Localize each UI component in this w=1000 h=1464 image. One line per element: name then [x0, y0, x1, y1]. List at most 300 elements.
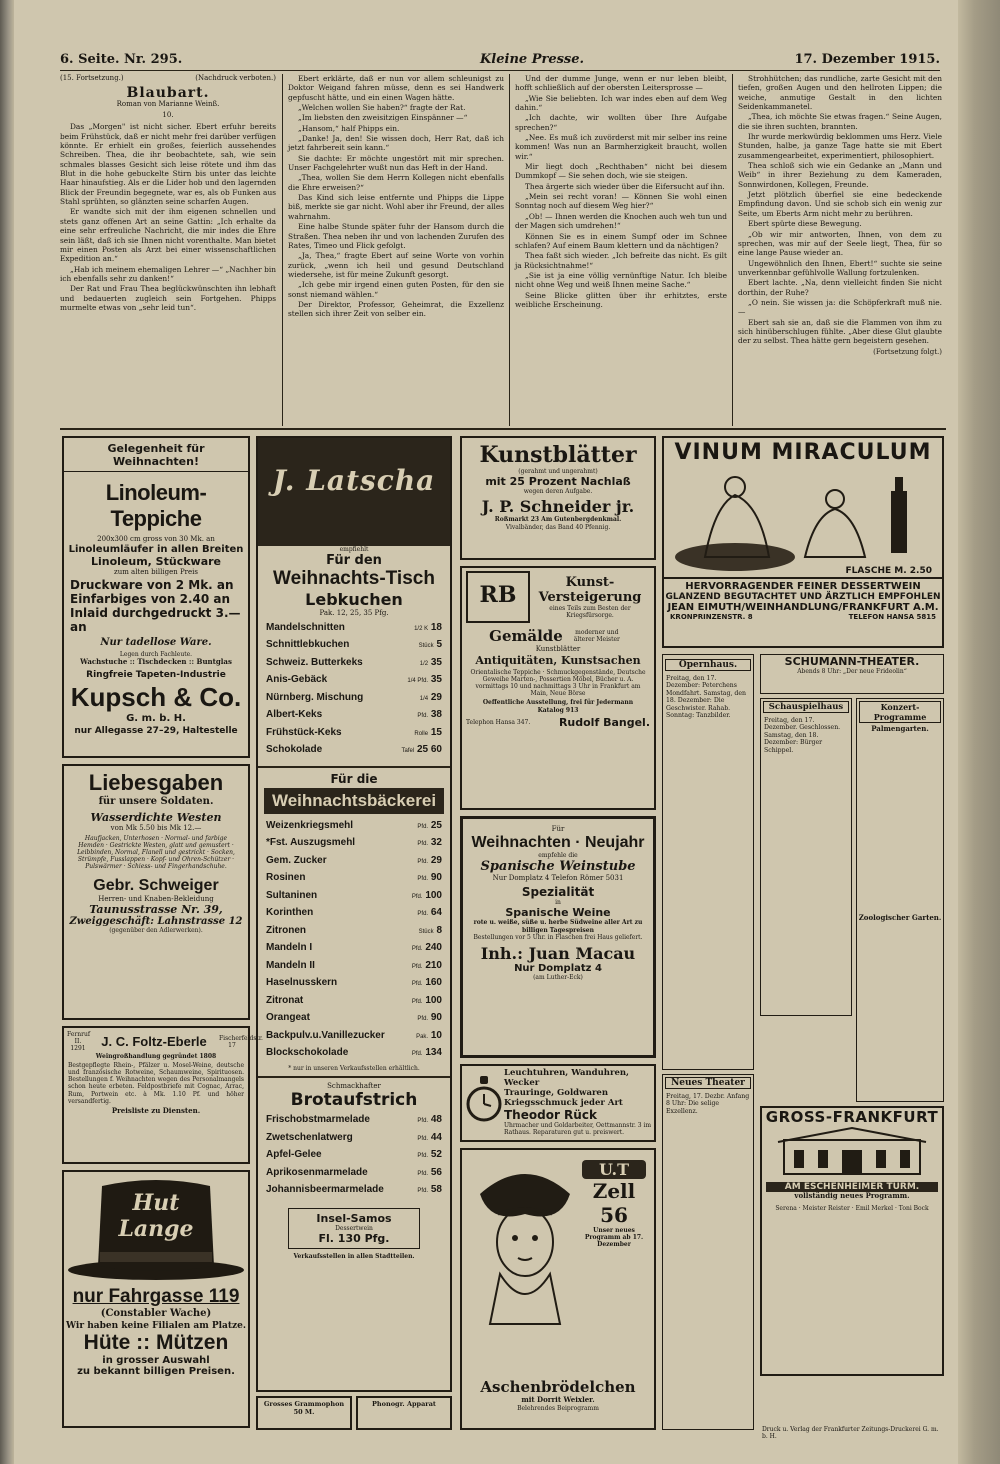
item-price: Pfd. 56 [417, 1166, 442, 1178]
ad-schauspielhaus [760, 698, 852, 1016]
ad-macau [460, 816, 656, 1058]
copyright-note: (Nachdruck verboten.) [195, 74, 276, 82]
ad-fuer: Für den [326, 553, 382, 569]
item-price: Pfd. 44 [417, 1131, 442, 1143]
ad-line: JEAN EIMUTH/WEINHANDLUNG/FRANKFURT A.M. [667, 602, 939, 613]
item-price: 1/4 Pfd. 35 [407, 674, 442, 686]
item-name: Schokolade [266, 744, 323, 756]
column-3 [515, 74, 727, 424]
ut-logo: U.T [582, 1160, 646, 1179]
ad-gmbh: G. m. b. H. [126, 712, 186, 724]
item-unit: Pfd. [417, 1188, 429, 1195]
ad-wine-box [288, 1208, 420, 1249]
ad-corner: (am Luther-Eck) [533, 974, 583, 982]
ad-line: Trauringe, Goldwaren [504, 1088, 609, 1098]
item-unit: Pfd. [417, 1153, 429, 1160]
to-be-continued: (Fortsetzung folgt.) [873, 347, 942, 356]
paragraph: „Welchen wollen Sie haben?“ fragte der Rat. [298, 103, 466, 113]
paragraph: „Ja, Thea,“ fragte Ebert auf seine Worte von vorhin zurück, „wenn ich heil und gesund Deutschland wiedersehe, ist für meine Zukunft gesorgt. [288, 251, 504, 279]
item-price: Stück 5 [418, 639, 442, 651]
ad-zell: Zell [592, 1179, 636, 1203]
ad-line: Linoleumläufer in allen Breiten [68, 543, 244, 555]
ad-line: Leuchtuhren, Wanduhren, Wecker [504, 1068, 630, 1088]
item-unit: 1/2 K [414, 625, 429, 632]
ad-foltz [62, 1026, 263, 1164]
ad-paren: (Constabler Wache) [100, 1308, 212, 1319]
item-name: Albert-Keks [266, 709, 323, 721]
ad-brot-sub: Schmackhafter [327, 1081, 381, 1090]
item-price: Pfd. 210 [411, 959, 442, 971]
ad-phonograph [356, 1396, 452, 1430]
item-name: Zwetschenlatwerg [266, 1131, 353, 1143]
ad-program: vollständig neues Programm. [794, 1191, 910, 1200]
price-row [262, 742, 446, 760]
item-price: Pfd. 134 [411, 1047, 442, 1059]
item-name: Aprikosenmarmelade [266, 1166, 368, 1178]
price-row [262, 1028, 446, 1046]
ad-gemaelde: Gemälde [489, 627, 563, 645]
price-row [262, 725, 446, 743]
ad-bangel [460, 566, 656, 810]
ad-title: Weihnachten · Neujahr [471, 833, 645, 851]
item-unit: Rolle [414, 730, 429, 737]
ad-address: nur Allegasse 27–29, Haltestelle [74, 725, 238, 736]
ad-company: Kupsch & Co. [70, 681, 242, 712]
item-price: Pfd. 29 [417, 854, 442, 866]
ad-lebkuchen: Lebkuchen [305, 590, 403, 610]
ad-gross-frankfurt [760, 1106, 944, 1376]
paragraph: „Ob! — Ihnen werden die Knochen auch weh tun und der Magen sich umdrehen!“ [515, 211, 727, 231]
item-name: Backpulv.u.Vanillezucker [266, 1029, 385, 1041]
ad-foot: Preisliste zu Diensten. [111, 1106, 201, 1116]
item-name: Apfel-Gelee [266, 1149, 322, 1161]
item-unit: 1/4 [419, 695, 429, 702]
paragraph: Thea ärgerte sich wieder über die Eifersucht auf ihn. [525, 181, 725, 191]
item-price: Pfd. 90 [417, 872, 442, 884]
ad-film: Aschenbrödelchen [480, 1378, 636, 1396]
ad-sub: Palmengarten. [871, 724, 929, 733]
ad-address: Taunusstrasse Nr. 39, [89, 903, 223, 917]
paragraph: Ebert sah sie an, daß sie die Flammen von ihm zu sich hinüberschlugen fühlte. „Aber diese Glut glaubte der zu selbst. Thea hätte gern begeistern gesehen. [738, 317, 942, 346]
item-unit: Pak. [416, 1033, 429, 1040]
ad-antiques: Antiquitäten, Kunstsachen [475, 653, 641, 667]
paragraph: Das „Morgen" ist nicht sicher. Ebert erfuhr bereits beim Frühstück, daß er nicht mehr frei darüber verfügen könnte. Er erhielt ein großes, feierlich aussehendes Schreiben. Thea, die ihr beobachtete, sah, wie sein schmales blasses Gesicht sich leise rötete und ihm das Blut in die hohe gebuckelte Stirn bis unter das leichte Haar hinaufstieg. Als er die Lider hob und den lagernden Blick der Freundin begegnete, war es, als ob Funken aus Stahl sprühten, so glänzten seine scharfen Augen. [60, 122, 276, 207]
item-name: Zitronen [266, 924, 306, 936]
price-row [262, 923, 446, 941]
paragraph: „Ich dachte, wir wollten über Ihre Aufgabe sprechen?“ [515, 113, 727, 132]
ad-line: HERVORRAGENDER FEINER DESSERTWEIN [664, 577, 942, 592]
ad-product: Linoleum-Teppiche [105, 480, 207, 531]
paragraph: Der Rat und Frau Thea beglückwünschten ihn lebhaft und bedauerten zugleich sein Fortgehen. Phipps murmelte etwas von „sehr leid tun“. [60, 284, 276, 312]
imprint: Druck u. Verlag der Frankfurter Zeitungs-Druckerei G. m. b. H. [762, 1426, 939, 1441]
ad-price-row: Druckware von 2 Mk. an [70, 578, 234, 592]
item-price: 1/4 29 [419, 691, 442, 703]
ad-wein: Spanische Weine [505, 906, 611, 920]
ad-line: zu bekannt billigen Preisen. [77, 1366, 235, 1377]
ad-lebkuchen-price: Pak. 12, 25, 35 Pfg. [319, 609, 389, 618]
paragraph: Ebert spürte diese Bewegung. [748, 219, 862, 229]
ad-ut [460, 1148, 656, 1430]
paragraph: Ebert erklärte, daß er nun vor allem schleunigst zu Doktor Weigand fahren müsse, denn es sei Handwerk gepfuscht hätte, und ein einen Wagen hätte. [288, 74, 504, 102]
rb-monogram-icon: RB [466, 571, 530, 623]
item-unit: Pfd. [417, 841, 429, 848]
lady-portrait-icon [470, 1154, 580, 1324]
item-price: Pfd. 160 [411, 977, 442, 989]
ad-foot: Vivalbänder, das Band 40 Pfennig. [505, 523, 611, 531]
paragraph: Thea schloß sich wie ein Gedanke an „Mann und Weib“ in ihrer Beziehung zu dem Kameraden, Sonnwirdonen, Kollegen, Freunde. [738, 161, 942, 189]
ad-reason: wegen deren Aufgabe. [523, 488, 593, 496]
paragraph: Jetzt plötzlich überfiel sie eine bedeckende Empfindung davon. Und sie schob sich ein wenig zur Seite, um Eberts Arm nicht mehr zu berühren. [738, 190, 942, 218]
item-price: Pak. 10 [416, 1029, 442, 1041]
price-row [262, 835, 446, 853]
paragraph: Sie dachte: Er möchte ungestört mit mir sprechen. Unser Fachgelehrter wußt nun das Heft in der Hand. [288, 153, 504, 173]
ad-desc: Herren- und Knaben-Bekleidung [98, 894, 214, 903]
ad-title: VINUM MIRACULUM [674, 440, 932, 465]
building-icon [764, 1126, 940, 1178]
ad-tisch: Weihnachts-Tisch [273, 568, 435, 590]
ad-name: J. P. Schneider jr. [481, 497, 635, 517]
ad-title: Konzert-Programme [859, 701, 941, 723]
column-rule [732, 74, 733, 426]
ad-kupsch [62, 436, 250, 758]
ad-sub: AM ESCHENHEIMER TURM. [766, 1182, 938, 1192]
price-row [262, 1147, 446, 1165]
paragraph: Das Kind sich leise entfernte und Phipps die Lippe biß, merkte sie gar nicht. Wohl aber ihr Freund, der alles wahrnahm. [288, 193, 504, 221]
ad-program: Unser neues Programm ab 17. Dezember [584, 1227, 644, 1249]
price-row [262, 1165, 446, 1183]
continuation-note: (15. Fortsetzung.) [60, 74, 124, 82]
section-rule [60, 428, 946, 430]
item-unit: Pfd. [417, 823, 429, 830]
ad-text: Orientalische Teppiche · Schmuckgegenstände, Deutsche Geweihe Marten-, Possertien Möbel, Bücher u. A. vormittags 10 und nachmittags 3 Uhr in Frankfurt am Main, Neue Börse [470, 668, 646, 698]
item-unit: Pfd. [417, 1170, 429, 1177]
ad-foot: Verkaufsstellen in allen Stadtteilen. [293, 1253, 415, 1261]
column-1 [60, 74, 276, 424]
ad-headline: Gelegenheit für Weihnachten! [64, 442, 248, 472]
page-edge [958, 0, 1000, 1464]
ad-catalog: Katalog 913 [537, 706, 579, 714]
price-row [262, 870, 446, 888]
ad-name: Rudolf Bangel. [558, 715, 650, 729]
ad-brot: Brotaufstrich [290, 1090, 418, 1111]
ad-acts: Serena · Meister Reister · Emil Merkel · Toni Bock [775, 1204, 929, 1212]
item-name: Schnittlebkuchen [266, 639, 350, 651]
item-name: Korinthen [266, 907, 314, 919]
price-row [262, 1182, 446, 1200]
ad-rueck [460, 1064, 656, 1142]
paragraph: Können Sie es in einem Sumpf oder im Schnee schlafen? Auf einem Baum klettern und da nächtigen? [515, 231, 727, 250]
price-row [262, 888, 446, 906]
price-row [262, 818, 446, 836]
paragraph: Er wandte sich mit der ihm eigenen schnellen und stets ganz offenen Art an seine Gattin: „Ich erhalte da eine sehr erfreuliche Nachricht, die mir indes die Ehre sein läßt, daß ich sie Ihnen nicht vorenthalte. Man bietet mir einen Posten als Arzt bei einer wissenschaftlichen Expedition an.“ [60, 207, 276, 264]
ad-wine-price: Fl. 130 Pfg. [318, 1232, 390, 1246]
paragraph: Mir liegt doch „Rechthaben“ nicht bei diesem Dummkopf — Sie sehen doch, wie sie steigen. [515, 162, 727, 181]
item-unit: Pfd. [411, 1051, 423, 1058]
item-price: Tafel 25 60 [401, 744, 442, 756]
item-name: Weizenkriegsmehl [266, 819, 354, 831]
column-rule [509, 74, 510, 426]
item-price: Pfd. 38 [417, 709, 442, 721]
ad-title: Opernhaus. [665, 659, 751, 671]
price-list [258, 1110, 450, 1202]
paragraph: „O nein. Sie wissen ja: die Schöpferkraft muß nie. — [738, 297, 942, 317]
ad-name: Theodor Rück [504, 1108, 597, 1122]
ad-text: Freitag, den 17. Dezember: Peterchens Mondfahrt. Samstag, den 18. Dezember: Die Geschwister. Rahab. Sonntag: Tanzbilder. [666, 675, 746, 720]
price-row [262, 655, 446, 673]
ad-price-row: Einfarbiges von 2.40 an [70, 592, 231, 606]
pocket-watch-icon [464, 1068, 504, 1128]
item-unit: Pfd. [417, 1135, 429, 1142]
ad-company: Gebr. Schweiger [93, 876, 219, 894]
paragraph: Ungewöhnlich den Ihnen, Ebert!“ suchte sie seine unverkennbar gefühlvolle Wallung fortzulenken. [738, 258, 942, 277]
item-unit: Pfd. [417, 876, 429, 883]
ad-laying: Legen durch Fachleute. [119, 651, 193, 658]
price-row [262, 1010, 446, 1028]
price-row [262, 958, 446, 976]
ad-title: Kunst-Versteigerung [538, 574, 642, 605]
ad-line: Linoleum, Stückware [90, 554, 222, 568]
novel-author: Roman von Marianne Weinß. [116, 99, 220, 108]
paragraph: „Nee. Es muß ich zuvörderst mit mir selber ins reine kommen! Was nun an Barmherzigkeit braucht, wollen wir.“ [515, 133, 727, 161]
price-row [262, 993, 446, 1011]
item-unit: Stück [418, 643, 434, 650]
item-unit: 1/2 [419, 660, 429, 667]
price-list [258, 618, 450, 762]
item-name: Haselnusskern [266, 977, 338, 989]
price-row [262, 905, 446, 923]
item-name: Gem. Zucker [266, 854, 327, 866]
ad-sub: für unsere Soldaten. [98, 796, 214, 807]
ad-empfiehlt: empfiehlt [339, 546, 369, 553]
item-price: Pfd. 25 [417, 819, 442, 831]
ad-price-row: Inlaid durchgedruckt 3.— an [70, 606, 241, 634]
ad-neues-theater [662, 1074, 754, 1430]
item-name: Anis-Gebäck [266, 674, 328, 686]
ad-wein-desc: rote u. weiße, süße u. herbe Südweine aller Art zu billigen Tagespreisen [473, 919, 643, 934]
item-unit: 1/4 Pfd. [407, 678, 429, 685]
ad-foot: Belehrendes Beiprogramm [517, 1404, 599, 1412]
price-row [262, 975, 446, 993]
ad-note: * nur in unseren Verkaufsstellen erhältlich. [288, 1064, 420, 1072]
ad-name: J. C. Foltz-Eberle [101, 1034, 207, 1050]
column-4 [738, 74, 942, 424]
ad-address2: Nur Domplatz 4 [514, 963, 602, 975]
ad-address: Roßmarkt 23 Am Gutenbergdenkmal. [494, 516, 622, 524]
ad-price: von Mk 5.50 bis Mk 12.— [110, 824, 202, 832]
paragraph: „Sie ist ja eine völlig vernünftige Natur. Ich bleibe nicht ohne Weg und weiß Ihnen meine Sache.“ [515, 270, 727, 290]
paragraph: „Ich gebe mir irgend einen guten Posten, für den sie sonst niemand wählen.“ [288, 280, 504, 299]
ad-text: Phonogr. Apparat [372, 1400, 436, 1408]
paragraph: „Ob wir mir antworten, Ihnen, von dem zu sprechen, was mir auf der Seele liegt, Thea, für so eine lange Pause wieder an. [738, 229, 942, 258]
paragraph: Strohhütchen; das rundliche, zarte Gesicht mit den tiefen, großen Augen und den hellroten Lippen; die weiche, anmutige Gestalt in den lichten Seidenkammanetel. [738, 74, 942, 112]
latscha-logo-box [258, 438, 450, 546]
item-name: Frühstück-Keks [266, 726, 342, 738]
item-name: Zitronat [266, 994, 304, 1006]
paragraph: „Wie Sie beliebten. Ich war indes eben auf dem Weg dahin.“ [515, 93, 727, 113]
price-list [258, 816, 450, 1065]
item-unit: Pfd. [417, 713, 429, 720]
ad-empf: empfehle die [538, 851, 578, 859]
ad-line: in grosser Auswahl [102, 1355, 210, 1366]
ad-big: Hüte :: Mützen [83, 1331, 229, 1354]
page-binding [0, 0, 14, 1464]
ad-open: Oeffentliche Ausstellung, frei für Jedermann [482, 699, 634, 707]
ad-quality: Nur tadellose Ware. [100, 637, 212, 648]
ad-address: Fischerfeldstr. 17 [219, 1034, 263, 1049]
ad-sub: Uhrmacher und Goldarbeiter, Oettmannstr. 3 im Rathaus. Reparaturen gut u. preiswert. [504, 1122, 652, 1137]
item-name: Mandeln II [266, 959, 315, 971]
ad-vinum [662, 436, 944, 648]
ad-title: Neues Theater [665, 1077, 751, 1089]
column-rule [282, 74, 283, 426]
ad-sub: eines Teils zum Besten der Kriegsfürsorge. [549, 604, 631, 619]
price-row [262, 690, 446, 708]
paragraph: Seine Blicke glitten über ihr erhitztes, erste weibliche Erscheinung. [515, 290, 727, 309]
item-name: Frischobstmarmelade [266, 1114, 370, 1126]
item-unit: Pfd. [411, 893, 423, 900]
item-unit: Pfd. [417, 858, 429, 865]
ad-discount: mit 25 Prozent Nachlaß [485, 475, 631, 489]
vinum-illustration-icon [665, 465, 941, 573]
price-row [262, 1045, 446, 1063]
paragraph: „Thea, wollen Sie dem Herrn Kollegen nicht ebenfalls die Ehre erweisen?“ [288, 173, 504, 192]
ad-phone: TELEFON HANSA 5815 [848, 613, 936, 621]
ad-text: Freitag, 17. Dezbr. Anfang 8 Uhr: Die selige Exzellenz. [666, 1093, 750, 1115]
item-name: Blockschokolade [266, 1047, 349, 1059]
ad-title: Kunstblätter [479, 442, 637, 468]
chapter-number: 10. [162, 111, 174, 120]
item-price: Pfd. 100 [411, 889, 442, 901]
ad-text: Freitag, den 17. Dezember. Geschlossen. Samstag, den 18. Dezember: Bürger Schippel. [764, 717, 841, 754]
item-name: Mandelschnitten [266, 621, 345, 633]
item-price: Pfd. 58 [417, 1184, 442, 1196]
ad-line: Kriegsschmuck jeder Art [504, 1098, 623, 1108]
item-unit: Pfd. [417, 1118, 429, 1125]
ad-westen: Wasserdichte Westen [90, 811, 222, 824]
page-header [60, 52, 940, 71]
price-row [262, 620, 446, 638]
ad-line: zum alten billigen Preis [114, 567, 198, 576]
price-row [262, 940, 446, 958]
paragraph: „Hab ich meinem ehemaligen Lehrer —“ „Nachher bin ich ebenfalls sehr zu danken!“ [60, 264, 276, 283]
ad-fuer: Für [551, 825, 565, 833]
ad-wine-sub: Dessertwein [335, 1224, 373, 1232]
ad-address: nur Fahrgasse 119 [72, 1286, 240, 1307]
item-price: Rolle 15 [414, 726, 442, 738]
price-row [262, 707, 446, 725]
ad-hut-lange [62, 1170, 250, 1428]
header-page-number: 6. Seite. Nr. 295. [60, 52, 183, 67]
ad-gemaelde-sub: moderner und älterer Meister [573, 628, 620, 643]
ad-kunstblaetter: Kunstblätter [535, 645, 581, 653]
ad-opernhaus [662, 654, 754, 1070]
ad-stube: Spanische Weinstube [480, 858, 636, 874]
ad-price-line: 200x300 cm gross von 30 Mk. an [97, 535, 215, 543]
ad-line: GLANZEND BEGUTACHTET UND ÄRZTLICH EMPFOHLEN [665, 592, 941, 602]
item-name: Mandeln I [266, 942, 313, 954]
ad-title: GROSS-FRANKFURT [765, 1108, 939, 1126]
price-row [262, 853, 446, 871]
paragraph: Thea faßt sich wieder. „Ich befreite das nicht. Es gilt ja Rücksichtnahme!“ [515, 251, 727, 270]
item-name: Orangeat [266, 1012, 310, 1024]
header-paper-name: Kleine Presse. [480, 52, 585, 67]
ad-wine: Insel-Samos [316, 1211, 392, 1225]
ad-body: Bestgepflegte Rhein-, Pfälzer u. Mosel-Weine, deutsche und französische Rotweine, Schaumweine, Spirituosen. Bestellungen f. Weihnachten wegen des Personalmangels schon heute erbeten. Feldpostbriefe mit Cognac, Arrac, Rum, Portwein etc. à Mk. 1.10 Pf. und höher versandfertig. [68, 1061, 244, 1105]
item-unit: Pfd. [411, 998, 423, 1005]
ad-baeck-fuer: Für die [330, 771, 378, 786]
ad-address: Nur Domplatz 4 Telefon Römer 5031 [492, 873, 624, 882]
item-price: Pfd. 48 [417, 1114, 442, 1126]
ad-items: Haufjacken, Unterhosen · Normal- und farbige Hemden · Gestrickte Westen, glatt und gemustert · Leibbinden, Normal, Flanell und gestrickt · Socken, Strümpfe, Fusslappen · Kopf- und Ohren-Schützer · Pulswärmer · Schiess- und Fingerhandschuhe. [77, 834, 235, 871]
item-price: Pfd. 32 [417, 837, 442, 849]
item-unit: Pfd. [411, 946, 423, 953]
paragraph: „Mein sei recht voran! — Können Sie wohl einen Sonntag noch auf diesem Weg hier?“ [515, 192, 727, 211]
item-unit: Pfd. [411, 963, 423, 970]
ad-text: Abends 8 Uhr: „Der neue Frideolin“ [797, 668, 907, 675]
item-name: Schweiz. Butterkeks [266, 656, 363, 668]
item-name: Nürnberg. Mischung [266, 691, 364, 703]
ad-branch-note: (gegenüber den Adlerwerken). [109, 927, 203, 935]
item-price: Stück 8 [418, 924, 442, 936]
ad-spec: Spezialität [521, 885, 595, 900]
ad-title: Liebesgaben [88, 770, 224, 795]
item-price: Pfd. 240 [411, 942, 442, 954]
price-row [262, 637, 446, 655]
ad-brand: Hut [132, 1190, 180, 1216]
ad-items: Wachstuche :: Tischdecken :: Buntglas [80, 657, 232, 667]
item-name: Johannisbeermarmelade [266, 1184, 384, 1196]
ad-grammophon [256, 1396, 352, 1430]
ad-zoo: Zoologischer Garten. [858, 912, 942, 922]
ad-industry: Ringfreie Tapeten-Industrie [86, 669, 226, 680]
ad-address: KRONPRINZENSTR. 8 [670, 613, 753, 621]
price-row [262, 1130, 446, 1148]
item-price: Pfd. 52 [417, 1149, 442, 1161]
paragraph: „Hansom,“ half Phipps ein. [298, 123, 400, 133]
price-row [262, 672, 446, 690]
ad-spec-in: in [555, 899, 561, 907]
ad-title: SCHUMANN-THEATER. [784, 655, 920, 668]
paragraph: „Thea, ich möchte Sie etwas fragen.“ Seine Augen, die sie ihren suchten, brannten. [738, 112, 942, 131]
ad-star: mit Dorrit Weixler. [521, 1395, 595, 1404]
column-2 [288, 74, 504, 424]
item-price: Pfd. 64 [417, 907, 442, 919]
item-price: 1/2 35 [419, 656, 442, 668]
paragraph: Und der dumme Junge, wenn er nur leben bleibt, hofft schließlich auf der obersten Leitersprosse — [515, 74, 727, 93]
ad-text: Grosses Grammophon 50 M. [263, 1400, 345, 1416]
paragraph: Der Direktor, Professor, Geheimrat, die Exzellenz stellen sich ihrer Zeit von selber ein. [288, 299, 504, 319]
ad-baeck: Weihnachtsbäckerei [264, 788, 444, 814]
item-name: Sultaninen [266, 889, 318, 901]
latscha-logo: J. Latscha [272, 464, 436, 497]
price-row [262, 1112, 446, 1130]
ad-number: 56 [600, 1203, 628, 1227]
ad-schneider [460, 436, 656, 560]
paragraph: „Danke! Ja, den! Sie wissen doch, Herr Rat, daß ich jetzt fahrbereit sein kann.“ [288, 134, 504, 153]
paragraph: Eine halbe Stunde später fuhr der Hansom durch die Straßen. Thea neben ihr und von lachenden Zurufen des Rates, Timeo und Flick gefolgt. [288, 222, 504, 250]
ad-phone: Fernruf II. 1291 [67, 1031, 91, 1053]
item-price: Pfd. 90 [417, 1012, 442, 1024]
ad-owner: Inh.: Juan Macau [480, 944, 636, 964]
ad-phone: Telephon Hansa 347. [466, 718, 531, 726]
ad-branch: Zweiggeschäft: Lahnstrasse 12 [69, 916, 243, 928]
paragraph: Ebert lachte. „Na, denn vielleicht finden Sie nicht dorthin, der Ruhe? [738, 278, 942, 297]
item-unit: Pfd. [417, 911, 429, 918]
ad-latscha [256, 436, 452, 1392]
paragraph: „Im liebsten den zweisitzigen Einspänner —“ [298, 113, 468, 123]
ad-sub: Weingroßhandlung gegründet 1808 [95, 1052, 217, 1060]
ad-title: Schauspielhaus [763, 701, 849, 713]
